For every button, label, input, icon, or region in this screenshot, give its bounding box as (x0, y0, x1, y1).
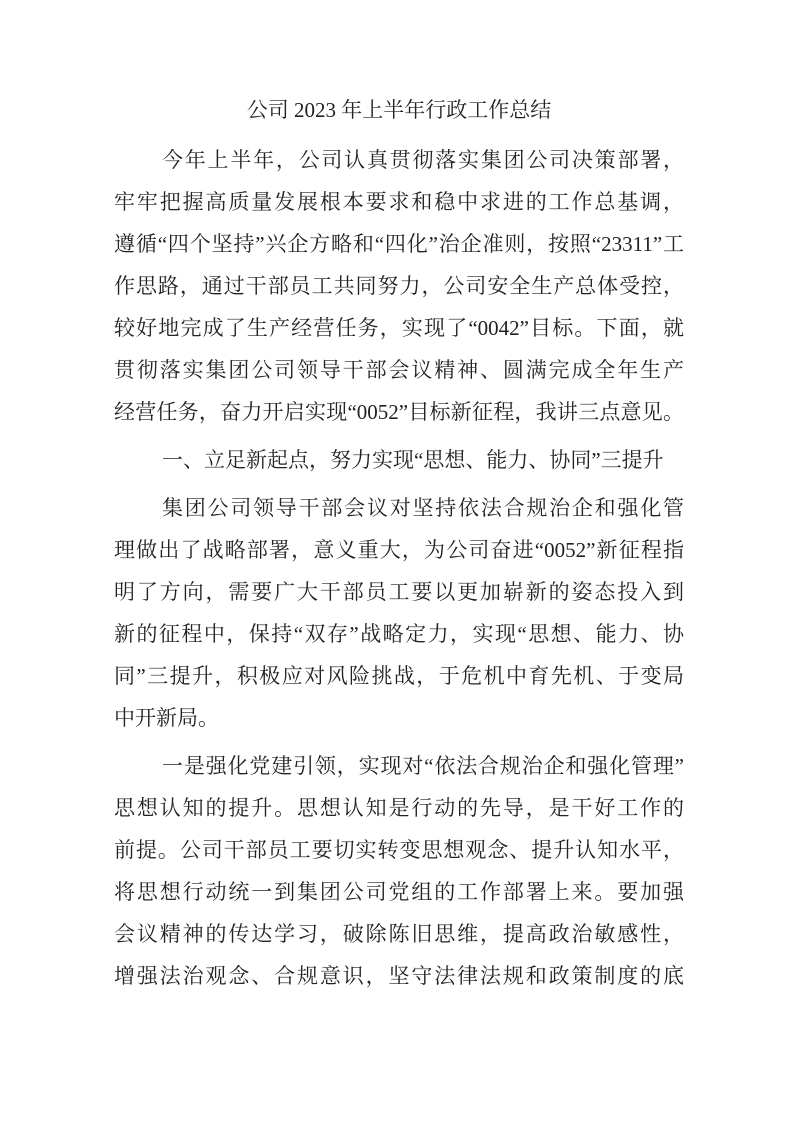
text-line: 将思想行动统一到集团公司党组的工作部署上来。要加强 (114, 880, 684, 904)
text-line: 思想认知的提升。思想认知是行动的先导，是干好工作的 (114, 796, 684, 820)
text-line: 一是强化党建引领，实现对“依法合规治企和强化管理” (162, 754, 684, 778)
text-line: 牢牢把握高质量发展根本要求和稳中求进的工作总基调， (114, 190, 684, 214)
text-line: 中开新局。 (114, 706, 219, 730)
paragraph-3 (114, 745, 684, 997)
document-content (114, 89, 684, 997)
text-line: 明了方向，需要广大干部员工要以更加崭新的姿态投入到 (114, 580, 684, 604)
paragraph-1 (114, 139, 684, 433)
text-line: 会议精神的传达学习，破除陈旧思维，提高政治敏感性， (114, 922, 684, 946)
text-line: 作思路，通过干部员工共同努力，公司安全生产总体受控， (114, 274, 684, 298)
text-line: 贯彻落实集团公司领导干部会议精神、圆满完成全年生产 (114, 358, 684, 382)
text-line: 遵循“四个坚持”兴企方略和“四化”治企准则，按照“23311”工 (114, 232, 684, 256)
text-line: 较好地完成了生产经营任务，实现了“0042”目标。下面，就 (114, 316, 684, 340)
paragraph-2 (114, 487, 684, 739)
text-line: 经营任务，奋力开启实现“0052”目标新征程，我讲三点意见。 (114, 400, 684, 424)
heading-line: 一、立足新起点，努力实现“思想、能力、协同”三提升 (162, 448, 664, 472)
text-line: 同”三提升，积极应对风险挑战，于危机中育先机、于变局 (114, 664, 684, 688)
text-line: 集团公司领导干部会议对坚持依法合规治企和强化管 (162, 496, 684, 520)
section-heading-1 (114, 439, 684, 481)
text-line: 理做出了战略部署，意义重大，为公司奋进“0052”新征程指 (114, 538, 684, 562)
text-line: 增强法治观念、合规意识，坚守法律法规和政策制度的底 (114, 964, 684, 988)
text-line: 今年上半年，公司认真贯彻落实集团公司决策部署， (162, 148, 684, 172)
document-title: 公司 2023 年上半年行政工作总结 (246, 98, 552, 122)
text-line: 新的征程中，保持“双存”战略定力，实现“思想、能力、协 (114, 622, 684, 646)
text-line: 前提。公司干部员工要切实转变思想观念、提升认知水平， (114, 838, 684, 862)
